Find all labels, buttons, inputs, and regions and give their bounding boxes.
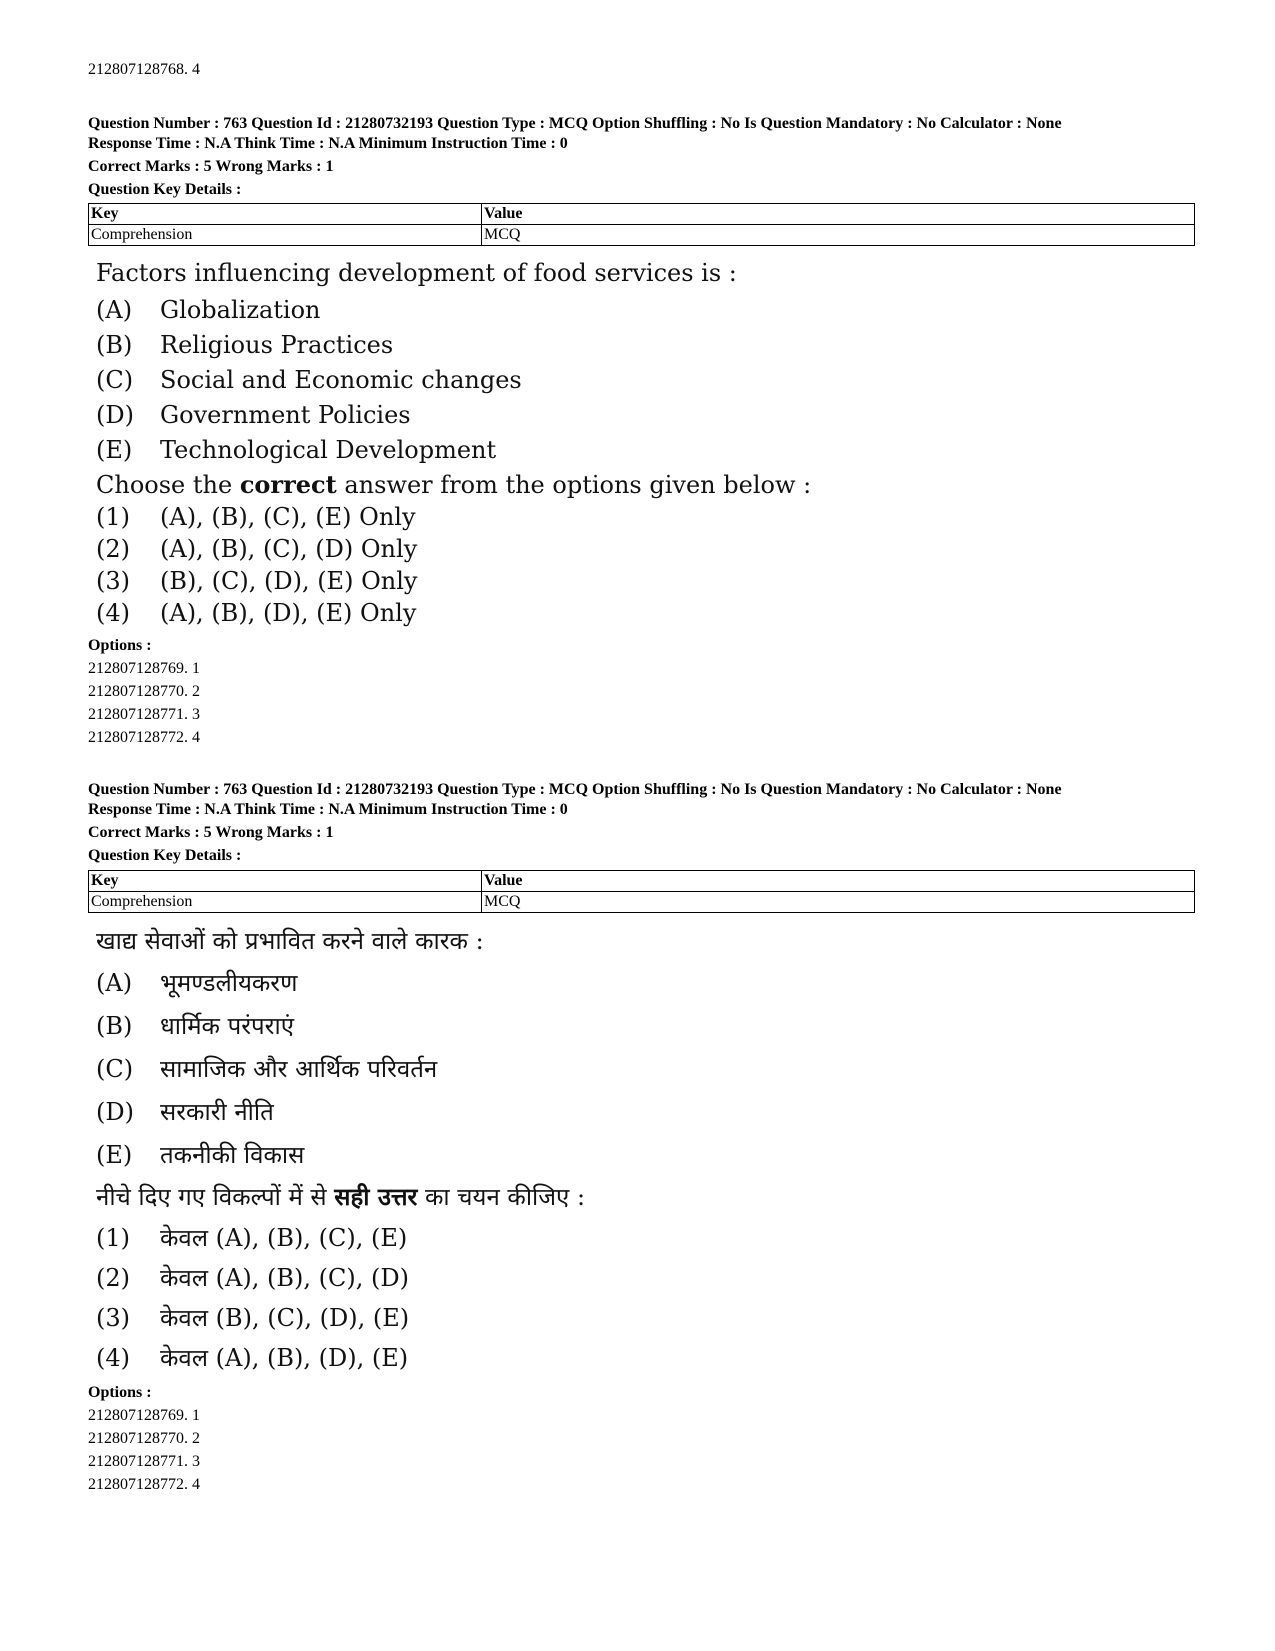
answer-label: (4) xyxy=(96,599,130,627)
answer-text: (A), (B), (C), (E) Only xyxy=(160,503,416,531)
page-reference: 212807128768. 4 xyxy=(88,61,200,78)
question-key-table xyxy=(88,203,1195,246)
item-label: (A) xyxy=(96,296,133,324)
list-item xyxy=(96,1097,274,1127)
answer-label: (1) xyxy=(96,1224,130,1252)
item-label: (E) xyxy=(96,436,133,464)
answer-choice xyxy=(96,598,416,628)
answer-choice xyxy=(96,566,417,596)
list-item xyxy=(96,330,393,360)
key-details-label: Question Key Details : xyxy=(88,181,242,198)
answer-text: केवल (A), (B), (C), (E) xyxy=(160,1224,408,1252)
answer-choice xyxy=(96,1263,409,1293)
answer-label: (3) xyxy=(96,567,130,595)
table-header-row xyxy=(89,871,1195,892)
list-item xyxy=(96,1140,304,1170)
option-id: 212807128772. 4 xyxy=(88,1476,200,1493)
item-text: Religious Practices xyxy=(160,331,394,359)
instruction-emphasis: सही उत्तर xyxy=(334,1182,418,1211)
question-timing-line: Response Time : N.A Think Time : N.A Minimum Instruction Time : 0 xyxy=(88,801,568,818)
item-label: (D) xyxy=(96,401,134,429)
list-item xyxy=(96,365,522,395)
instruction-line xyxy=(96,470,811,500)
options-label: Options : xyxy=(88,637,152,654)
list-item xyxy=(96,1054,437,1084)
item-label: (E) xyxy=(96,1141,133,1169)
answer-choice xyxy=(96,1343,408,1373)
answer-label: (3) xyxy=(96,1304,130,1332)
item-label: (C) xyxy=(96,366,134,394)
option-id: 212807128770. 2 xyxy=(88,1430,200,1447)
table-header-value: Value xyxy=(482,204,1195,225)
list-item xyxy=(96,400,411,430)
item-label: (B) xyxy=(96,331,133,359)
answer-label: (4) xyxy=(96,1344,130,1372)
item-text: Government Policies xyxy=(160,401,411,429)
question-meta-line: Question Number : 763 Question Id : 21280732193 Question Type : MCQ Option Shuffling : No Is Question Mandatory : No Calculator : None xyxy=(88,115,1062,132)
table-row xyxy=(89,225,1195,246)
item-label: (D) xyxy=(96,1098,134,1126)
key-details-label: Question Key Details : xyxy=(88,847,242,864)
option-id: 212807128769. 1 xyxy=(88,660,200,677)
instruction-text: Choose the xyxy=(96,471,240,499)
list-item xyxy=(96,968,297,998)
answer-text: केवल (A), (B), (D), (E) xyxy=(160,1344,409,1372)
instruction-emphasis: correct xyxy=(239,470,337,499)
marks-line: Correct Marks : 5 Wrong Marks : 1 xyxy=(88,824,334,841)
option-id: 212807128772. 4 xyxy=(88,729,200,746)
instruction-line xyxy=(96,1182,585,1212)
list-item xyxy=(96,1011,294,1041)
answer-text: (A), (B), (D), (E) Only xyxy=(160,599,417,627)
table-cell-key: Comprehension xyxy=(89,225,482,246)
answer-text: केवल (A), (B), (C), (D) xyxy=(160,1264,409,1292)
option-id: 212807128771. 3 xyxy=(88,1453,200,1470)
table-header-key: Key xyxy=(89,871,482,892)
answer-choice xyxy=(96,502,416,532)
table-row xyxy=(89,892,1195,913)
list-item xyxy=(96,295,321,325)
option-id: 212807128771. 3 xyxy=(88,706,200,723)
question-key-table xyxy=(88,870,1195,913)
instruction-text: नीचे दिए गए विकल्पों में से xyxy=(96,1183,335,1211)
list-item xyxy=(96,435,496,465)
question-meta-line: Question Number : 763 Question Id : 21280732193 Question Type : MCQ Option Shuffling : No Is Question Mandatory : No Calculator : None xyxy=(88,781,1062,798)
item-label: (C) xyxy=(96,1055,134,1083)
question-text: Factors influencing development of food services is : xyxy=(96,259,737,287)
item-text: सरकारी नीति xyxy=(160,1098,274,1126)
item-text: सामाजिक और आर्थिक परिवर्तन xyxy=(160,1055,438,1083)
table-cell-value: MCQ xyxy=(482,892,1195,913)
item-text: Technological Development xyxy=(160,436,497,464)
table-cell-key: Comprehension xyxy=(89,892,482,913)
answer-choice xyxy=(96,1303,409,1333)
item-text: तकनीकी विकास xyxy=(160,1141,305,1169)
answer-text: केवल (B), (C), (D), (E) xyxy=(160,1304,410,1332)
options-label: Options : xyxy=(88,1384,152,1401)
question-text: खाद्य सेवाओं को प्रभावित करने वाले कारक : xyxy=(96,927,484,955)
answer-label: (1) xyxy=(96,503,130,531)
marks-line: Correct Marks : 5 Wrong Marks : 1 xyxy=(88,158,334,175)
table-header-row xyxy=(89,204,1195,225)
table-header-key: Key xyxy=(89,204,482,225)
answer-choice xyxy=(96,1223,407,1253)
item-text: भूमण्डलीयकरण xyxy=(160,969,298,997)
answer-text: (A), (B), (C), (D) Only xyxy=(160,535,418,563)
instruction-text: का चयन कीजिए : xyxy=(417,1183,586,1211)
item-label: (B) xyxy=(96,1012,133,1040)
item-label: (A) xyxy=(96,969,133,997)
table-cell-value: MCQ xyxy=(482,225,1195,246)
question-timing-line: Response Time : N.A Think Time : N.A Minimum Instruction Time : 0 xyxy=(88,135,568,152)
item-text: Social and Economic changes xyxy=(160,366,522,394)
option-id: 212807128770. 2 xyxy=(88,683,200,700)
table-header-value: Value xyxy=(482,871,1195,892)
answer-label: (2) xyxy=(96,535,130,563)
item-text: Globalization xyxy=(160,296,321,324)
option-id: 212807128769. 1 xyxy=(88,1407,200,1424)
answer-label: (2) xyxy=(96,1264,130,1292)
instruction-text: answer from the options given below : xyxy=(336,471,812,499)
answer-choice xyxy=(96,534,417,564)
item-text: धार्मिक परंपराएं xyxy=(160,1012,294,1040)
answer-text: (B), (C), (D), (E) Only xyxy=(160,567,418,595)
